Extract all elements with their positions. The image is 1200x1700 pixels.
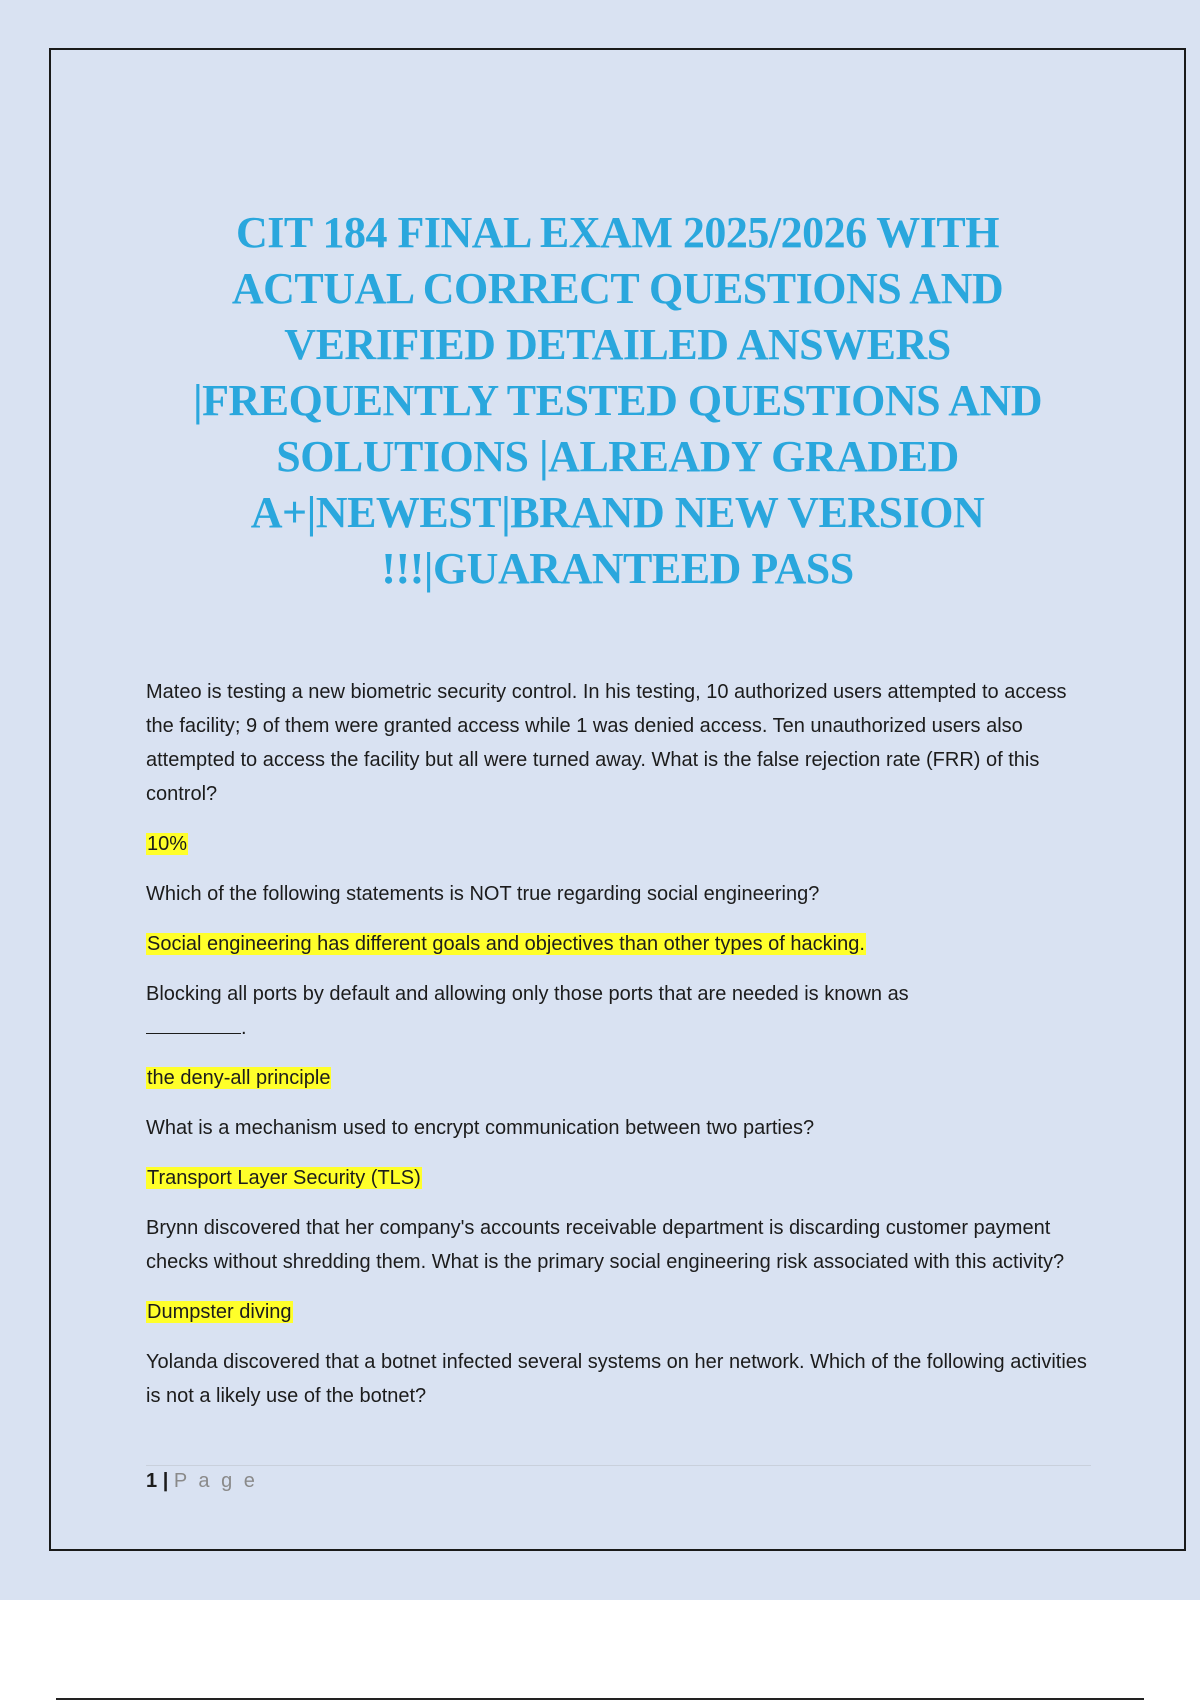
title-line: |FREQUENTLY TESTED QUESTIONS AND: [192, 376, 1043, 425]
title-line: SOLUTIONS |ALREADY GRADED: [276, 432, 959, 481]
answer-highlight: Dumpster diving: [147, 1301, 292, 1323]
answer-row: [146, 1161, 1096, 1195]
answer-highlight: the deny-all principle: [147, 1067, 331, 1089]
question-text: Yolanda discovered that a botnet infected several systems on her network. Which of the following activities is not a likely use of the botnet?: [146, 1351, 1087, 1407]
qa-list: [146, 675, 1096, 1429]
title-line: VERIFIED DETAILED ANSWERS: [284, 320, 951, 369]
answer-row: [146, 1061, 1096, 1095]
answer-highlight: 10%: [147, 833, 188, 855]
page-label: P a g e: [173, 1470, 258, 1492]
fill-in-blank: [146, 1015, 241, 1034]
title-line: !!!|GUARANTEED PASS: [381, 544, 854, 593]
title-line: CIT 184 FINAL EXAM 2025/2026 WITH: [236, 208, 999, 257]
title-line: ACTUAL CORRECT QUESTIONS AND: [231, 264, 1004, 313]
answer-row: [146, 1295, 1096, 1329]
page-footer: [146, 1465, 1091, 1493]
footer-separator: |: [162, 1470, 169, 1492]
answer-row: [146, 927, 1096, 961]
question-text: Brynn discovered that her company's accounts receivable department is discarding customer payment checks without shredding them. What is the primary social engineering risk associated with this activity?: [146, 1217, 1065, 1273]
page-number: 1: [146, 1470, 158, 1492]
answer-highlight: Social engineering has different goals and objectives than other types of hacking.: [147, 933, 865, 955]
title-line: A+|NEWEST|BRAND NEW VERSION: [250, 488, 985, 537]
question-text: [146, 977, 1096, 1045]
question-text: Mateo is testing a new biometric security control. In his testing, 10 authorized users attempted to access the facility; 9 of them were granted access while 1 was denied access. Ten unauthorized users also attempted to access the facility but all were turned away. What is the false rejection rate (FRR) of this control?: [146, 681, 1067, 805]
question-end: .: [241, 1017, 247, 1039]
question-body: Blocking all ports by default and allowing only those ports that are needed is known as: [146, 983, 909, 1005]
answer-row: [146, 827, 1096, 861]
question-text: Which of the following statements is NOT true regarding social engineering?: [146, 883, 820, 905]
question-text: What is a mechanism used to encrypt communication between two parties?: [146, 1117, 815, 1139]
answer-highlight: Transport Layer Security (TLS): [147, 1167, 421, 1189]
document-title: [130, 205, 1105, 597]
